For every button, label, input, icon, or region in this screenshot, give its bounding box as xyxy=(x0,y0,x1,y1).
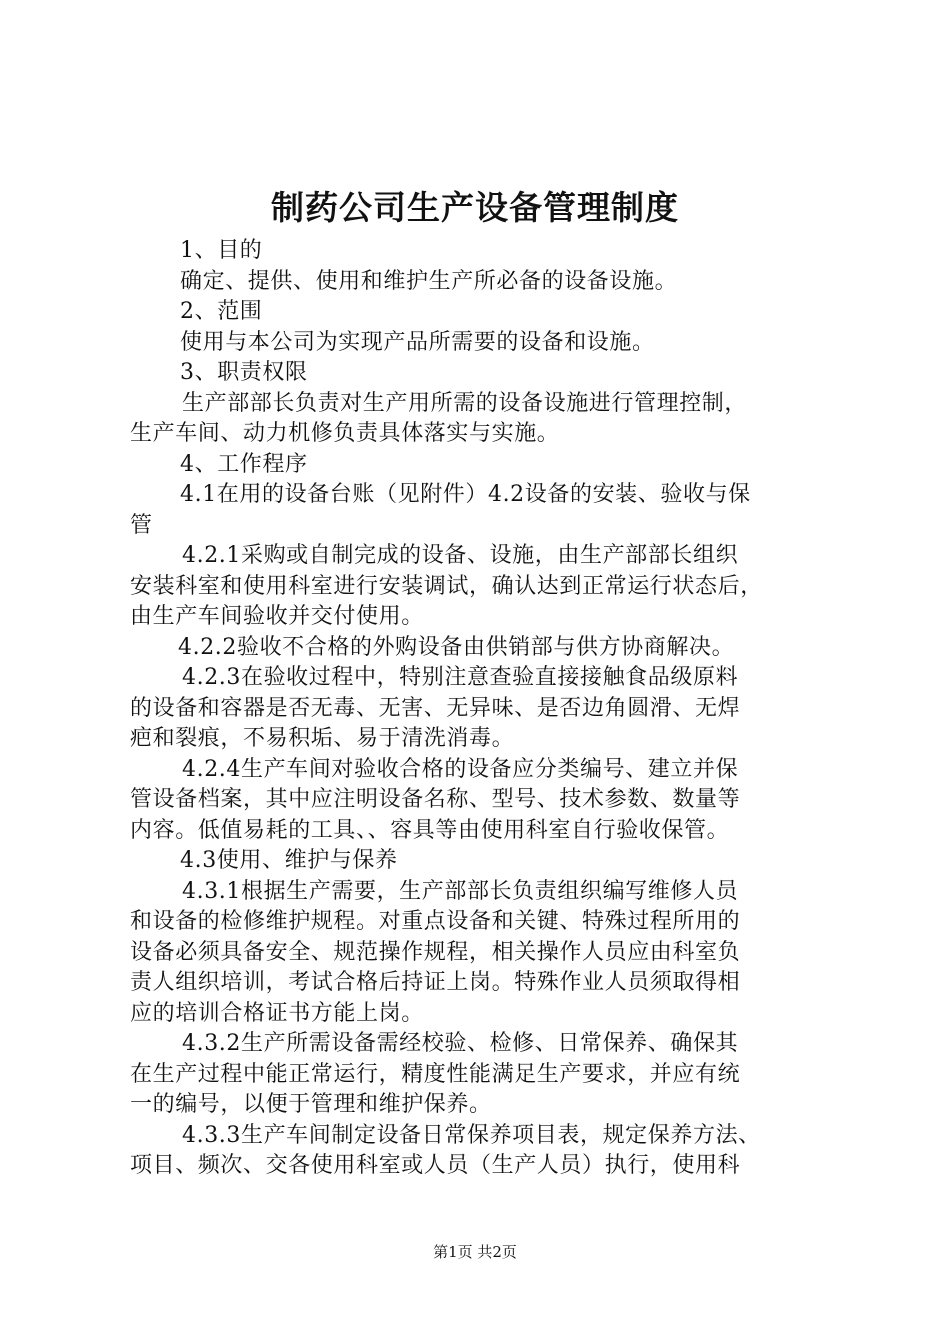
paragraph-line: 管 xyxy=(130,512,153,538)
paragraph-line: 的设备和容器是否无毒、无害、无异味、是否边角圆滑、无焊 xyxy=(130,695,741,721)
paragraph-line: 4.3.3生产车间制定设备日常保养项目表，规定保养方法、 xyxy=(182,1122,761,1148)
document-body xyxy=(130,236,830,1182)
paragraph-line: 4.2.2验收不合格的外购设备由供销部与供方协商解决。 xyxy=(178,634,735,660)
paragraph-line: 在生产过程中能正常运行，精度性能满足生产要求，并应有统 xyxy=(130,1061,741,1087)
paragraph-line: 1、目的 xyxy=(180,238,263,263)
paragraph-line: 确定、提供、使用和维护生产所必备的设备设施。 xyxy=(180,268,678,294)
paragraph-line: 4.3.2生产所需设备需经校验、检修、日常保养、确保其 xyxy=(182,1031,739,1056)
paragraph-line: 由生产车间验收并交付使用。 xyxy=(130,604,424,629)
paragraph-line: 4、工作程序 xyxy=(180,451,308,477)
paragraph-line: 4.2.4生产车间对验收合格的设备应分类编号、建立并保 xyxy=(182,756,739,782)
paragraph-line: 疤和裂痕，不易积垢、易于清洗消毒。 xyxy=(130,726,515,751)
paragraph-line: 4.1在用的设备台账（见附件）4.2设备的安装、验收与保 xyxy=(180,482,751,507)
paragraph-line: 生产车间、动力机修负责具体落实与实施。 xyxy=(130,421,560,446)
paragraph-line: 生产部部长负责对生产用所需的设备设施进行管理控制， xyxy=(182,390,748,416)
paragraph-line: 4.3.1根据生产需要，生产部部长负责组织编写维修人员 xyxy=(182,878,739,904)
paragraph-line: 责人组织培训，考试合格后持证上岗。特殊作业人员须取得相 xyxy=(130,970,741,995)
page-footer: 第1页 共2页 xyxy=(433,1243,517,1261)
paragraph-line: 管设备档案，其中应注明设备名称、型号、技术参数、数量等 xyxy=(130,787,741,812)
document-title: 制药公司生产设备管理制度 xyxy=(271,188,679,227)
paragraph-line: 项目、频次、交各使用科室或人员（生产人员）执行，使用科 xyxy=(130,1153,741,1178)
paragraph-line: 应的培训合格证书方能上岗。 xyxy=(130,1000,424,1026)
paragraph-line: 2、范围 xyxy=(180,299,263,324)
paragraph-line: 使用与本公司为实现产品所需要的设备和设施。 xyxy=(180,329,655,355)
paragraph-line: 4.2.1采购或自制完成的设备、设施，由生产部部长组织 xyxy=(182,543,739,568)
paragraph-line: 4.2.3在验收过程中，特别注意查验直接接触食品级原料 xyxy=(182,665,739,690)
paragraph-line: 3、职责权限 xyxy=(180,360,308,385)
paragraph-line: 内容。低值易耗的工具、、容具等由使用科室自行验收保管。 xyxy=(130,817,730,843)
paragraph-line: 4.3使用、维护与保养 xyxy=(180,848,398,873)
paragraph-line: 安装科室和使用科室进行安装调试，确认达到正常运行状态后， xyxy=(130,573,763,599)
paragraph-line: 设备必须具备安全、规范操作规程，相关操作人员应由科室负 xyxy=(130,939,741,965)
paragraph-line: 和设备的检修维护规程。对重点设备和关键、特殊过程所用的 xyxy=(130,909,741,934)
paragraph-line: 一的编号，以便于管理和维护保养。 xyxy=(130,1092,492,1117)
